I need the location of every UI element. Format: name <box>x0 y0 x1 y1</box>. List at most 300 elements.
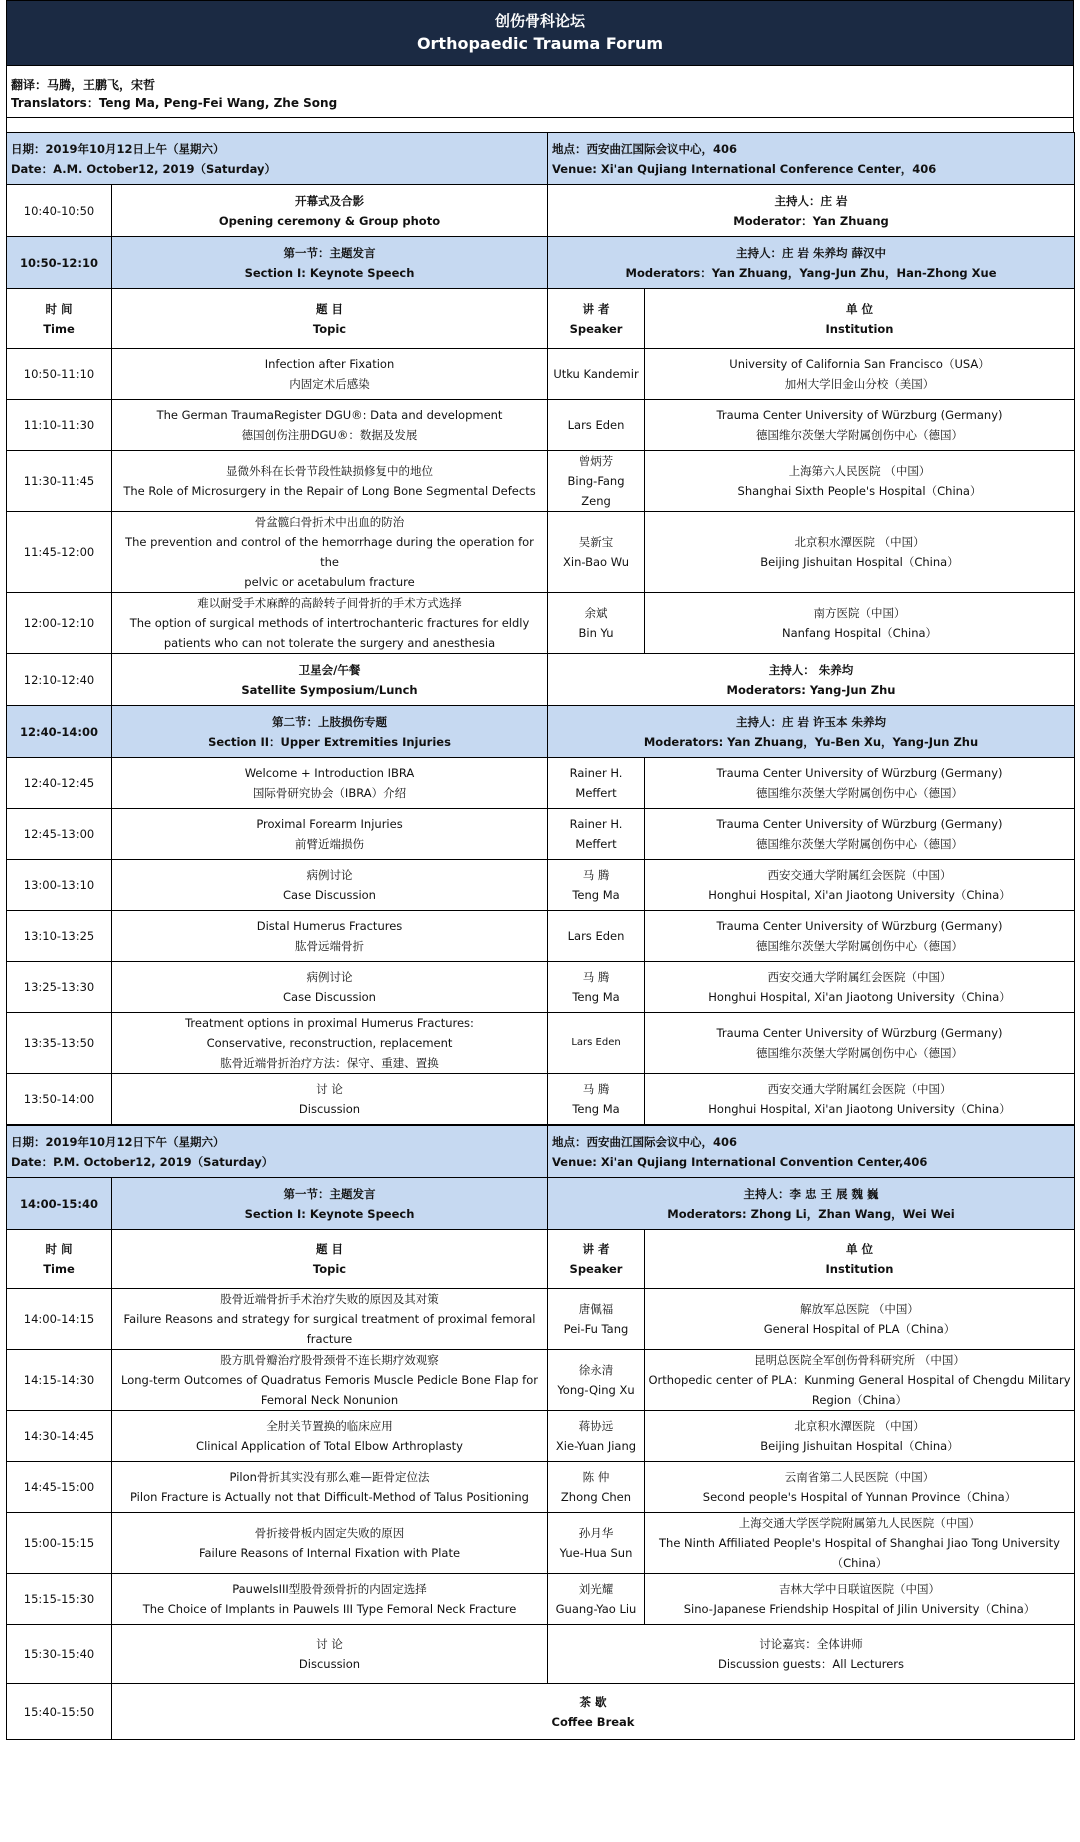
talk-speaker-line: 马 腾 <box>582 1082 610 1096</box>
pm-discussion-guests-en: Discussion guests：All Lecturers <box>717 1657 905 1671</box>
talk-topic <box>112 451 548 512</box>
talk-institution <box>645 400 1075 451</box>
talk-speaker-line: Teng Ma <box>572 1102 620 1116</box>
talk-institution <box>645 1350 1075 1411</box>
talk-speaker-line: Xin-Bao Wu <box>563 555 629 569</box>
am-section2-title-en: Section II：Upper Extremities Injuries <box>208 734 451 749</box>
spacer <box>6 118 1074 132</box>
talk-institution-line: 德国维尔茨堡大学附属创伤中心（德国） <box>756 939 964 953</box>
talk-row <box>7 451 1075 512</box>
pm-col-inst-zh: 单 位 <box>846 1242 874 1256</box>
talk-speaker <box>548 1574 645 1625</box>
talk-speaker <box>548 400 645 451</box>
talk-time: 14:00-14:15 <box>7 1289 112 1350</box>
talk-speaker <box>548 1462 645 1513</box>
talk-speaker-line: Teng Ma <box>572 888 620 902</box>
talk-speaker <box>548 1513 645 1574</box>
talk-topic-line: 显微外科在长骨节段性缺损修复中的地位 <box>226 464 433 478</box>
talk-row <box>7 860 1075 911</box>
talk-row <box>7 512 1075 593</box>
am-section2-time: 12:40-14:00 <box>7 706 112 758</box>
pm-col-time-zh: 时 间 <box>45 1242 73 1256</box>
talk-time: 10:50-11:10 <box>7 349 112 400</box>
talk-time: 11:30-11:45 <box>7 451 112 512</box>
talk-speaker-line: 吴新宝 <box>578 535 614 549</box>
talk-institution-line: 西安交通大学附属红会医院（中国） <box>767 970 952 984</box>
talk-topic-line: 前臂近端损伤 <box>295 837 364 851</box>
talk-speaker <box>548 1350 645 1411</box>
lunch-moderator <box>548 654 1075 706</box>
lunch-title <box>112 654 548 706</box>
talk-institution <box>645 1411 1075 1462</box>
talk-topic-line: Pilon骨折其实没有那么难—距骨定位法 <box>229 1470 430 1484</box>
talk-speaker-line: Rainer H. <box>569 817 623 831</box>
pm-section1-moderators <box>548 1178 1075 1230</box>
talk-topic-line: PauwelsIII型股骨颈骨折的内固定选择 <box>232 1582 427 1596</box>
lunch-title-zh: 卫星会/午餐 <box>298 662 361 677</box>
talk-speaker-line: Bin Yu <box>578 626 614 640</box>
talk-speaker <box>548 1411 645 1462</box>
talk-speaker-line: 孙月华 <box>578 1526 614 1540</box>
talk-speaker-line: Meffert <box>575 837 617 851</box>
pm-column-header-row <box>7 1230 1075 1289</box>
talk-institution-line: Honghui Hospital, Xi'an Jiaotong University（China） <box>708 990 1011 1004</box>
talk-institution <box>645 758 1075 809</box>
pm-col-time-header <box>7 1230 112 1289</box>
am-schedule-table <box>6 132 1075 1125</box>
talk-topic-line: The Role of Microsurgery in the Repair of Long Bone Segmental Defects <box>123 484 536 498</box>
talk-institution-line: Shanghai Sixth People's Hospital（China） <box>737 484 982 498</box>
pm-col-time-en: Time <box>43 1262 75 1276</box>
talk-speaker <box>548 809 645 860</box>
talk-row <box>7 962 1075 1013</box>
talk-topic-line: Welcome + Introduction IBRA <box>244 766 415 780</box>
talk-time: 13:50-14:00 <box>7 1074 112 1125</box>
opening-time: 10:40-10:50 <box>7 185 112 237</box>
talk-speaker-line: Pei-Fu Tang <box>563 1322 629 1336</box>
pm-venue-zh: 地点：西安曲江国际会议中心，406 <box>552 1134 738 1149</box>
talk-institution-line: 加州大学旧金山分校（美国） <box>784 377 935 391</box>
talk-speaker <box>548 1074 645 1125</box>
talk-speaker-line: 马 腾 <box>582 868 610 882</box>
talk-institution-line: Trauma Center University of Würzburg (Germany) <box>716 919 1003 933</box>
talk-row <box>7 1289 1075 1350</box>
pm-col-speaker-header <box>548 1230 645 1289</box>
col-topic-zh: 题 目 <box>316 301 344 316</box>
talk-speaker-line: 蒋协远 <box>578 1419 614 1433</box>
talk-institution <box>645 1289 1075 1350</box>
talk-topic-line: 肱骨远端骨折 <box>295 939 364 953</box>
talk-speaker-line: Meffert <box>575 786 617 800</box>
talk-row <box>7 349 1075 400</box>
talk-speaker <box>548 1013 645 1074</box>
lunch-time: 12:10-12:40 <box>7 654 112 706</box>
pm-discussion-title-en: Discussion <box>298 1657 361 1671</box>
talk-topic <box>112 1513 548 1574</box>
talk-topic-line: Infection after Fixation <box>264 357 395 371</box>
talk-row <box>7 400 1075 451</box>
talk-topic-line: The Choice of Implants in Pauwels III Type Femoral Neck Fracture <box>142 1602 517 1616</box>
talk-speaker-line: Bing-Fang Zeng <box>567 474 625 508</box>
talk-institution-line: Honghui Hospital, Xi'an Jiaotong University（China） <box>708 1102 1011 1116</box>
talk-topic-line: patients who can not tolerate the surgery and anesthesia <box>163 636 496 650</box>
col-topic-header <box>112 289 548 349</box>
talk-speaker <box>548 593 645 654</box>
talk-institution-line: Beijing Jishuitan Hospital（China） <box>760 1439 959 1453</box>
talk-topic-line: Case Discussion <box>283 990 376 1004</box>
am-column-header-row <box>7 289 1075 349</box>
col-inst-en: Institution <box>825 321 894 336</box>
talk-topic-line: Long-term Outcomes of Quadratus Femoris Muscle Pedicle Bone Flap for <box>121 1373 538 1387</box>
talk-topic-line: 德国创伤注册DGU®：数据及发展 <box>241 428 418 442</box>
talk-speaker-line: Utku Kandemir <box>553 367 639 381</box>
talk-institution-line: 解放军总医院 （中国） <box>800 1302 919 1316</box>
talk-institution-line: 北京积水潭医院 （中国） <box>794 1419 925 1433</box>
pm-section1-row <box>7 1178 1075 1230</box>
pm-schedule-table <box>6 1125 1075 1740</box>
talk-speaker-line: Teng Ma <box>572 990 620 1004</box>
am-date-cell <box>7 133 548 185</box>
col-speaker-header <box>548 289 645 349</box>
forum-title-zh: 创伤骨科论坛 <box>494 12 585 30</box>
talk-row <box>7 1350 1075 1411</box>
talk-institution-line: 德国维尔茨堡大学附属创伤中心（德国） <box>756 428 964 442</box>
talk-topic-line: fracture <box>306 1332 353 1346</box>
am-section1-row <box>7 237 1075 289</box>
talk-row <box>7 1462 1075 1513</box>
talk-row <box>7 1513 1075 1574</box>
talk-topic-line: The prevention and control of the hemorrhage during the operation for the <box>125 535 534 569</box>
talk-institution-line: Beijing Jishuitan Hospital（China） <box>760 555 959 569</box>
pm-section1-mod-zh: 主持人：李 忠 王 展 魏 巍 <box>743 1186 879 1201</box>
talk-topic-line: Failure Reasons and strategy for surgical treatment of proximal femoral <box>123 1312 536 1326</box>
talk-institution <box>645 1462 1075 1513</box>
am-section2-moderators <box>548 706 1075 758</box>
talk-institution <box>645 809 1075 860</box>
talk-speaker-line: 刘光耀 <box>578 1582 614 1596</box>
talk-topic <box>112 758 548 809</box>
col-institution-header <box>645 289 1075 349</box>
talk-institution-line: Trauma Center University of Würzburg (Germany) <box>716 766 1003 780</box>
talk-speaker-line: 唐佩福 <box>578 1302 614 1316</box>
talk-topic-line: 国际骨研究协会（IBRA）介绍 <box>252 786 407 800</box>
talk-institution <box>645 593 1075 654</box>
talk-row <box>7 1074 1075 1125</box>
col-speaker-zh: 讲 者 <box>582 301 610 316</box>
talk-topic <box>112 1411 548 1462</box>
talk-topic <box>112 809 548 860</box>
pm-date-zh: 日期：2019年10月12日下午（星期六） <box>11 1134 225 1149</box>
talk-speaker-line: Xie-Yuan Jiang <box>555 1439 637 1453</box>
am-section1-moderators <box>548 237 1075 289</box>
talk-institution-line: （China） <box>831 1556 888 1570</box>
talk-topic-line: Conservative, reconstruction, replacement <box>206 1036 453 1050</box>
program-document <box>6 0 1074 1740</box>
talk-time: 15:15-15:30 <box>7 1574 112 1625</box>
talk-row <box>7 1411 1075 1462</box>
talk-topic-line: Clinical Application of Total Elbow Arthroplasty <box>196 1439 463 1453</box>
talk-speaker <box>548 962 645 1013</box>
talk-topic-line: Discussion <box>298 1102 361 1116</box>
talk-institution-line: 吉林大学中日联谊医院（中国） <box>779 1582 940 1596</box>
talk-institution-line: 西安交通大学附属红会医院（中国） <box>767 868 952 882</box>
pm-venue-en: Venue: Xi'an Qujiang International Convention Center,406 <box>552 1154 928 1169</box>
pm-col-topic-zh: 题 目 <box>315 1242 343 1256</box>
talk-institution <box>645 860 1075 911</box>
am-section1-title <box>112 237 548 289</box>
lunch-row <box>7 654 1075 706</box>
talk-topic-line: 骨折接骨板内固定失败的原因 <box>254 1526 405 1540</box>
am-section2-mod-zh: 主持人：庄 岩 许玉本 朱养均 <box>736 714 887 729</box>
talk-topic-line: 内固定术后感染 <box>289 377 370 391</box>
talk-institution-line: 西安交通大学附属红会医院（中国） <box>767 1082 952 1096</box>
pm-venue-cell <box>548 1126 1075 1178</box>
talk-topic <box>112 593 548 654</box>
talk-time: 11:10-11:30 <box>7 400 112 451</box>
talk-institution-line: Trauma Center University of Würzburg (Germany) <box>716 1026 1003 1040</box>
lunch-title-en: Satellite Symposium/Lunch <box>241 682 418 697</box>
pm-section1-time: 14:00-15:40 <box>7 1178 112 1230</box>
pm-section1-mod-en: Moderators: Zhong Li，Zhan Wang，Wei Wei <box>667 1206 955 1221</box>
talk-institution-line: 昆明总医院全军创伤骨科研究所 （中国） <box>754 1353 965 1367</box>
talk-speaker <box>548 349 645 400</box>
am-section2-title <box>112 706 548 758</box>
col-inst-zh: 单 位 <box>846 301 874 316</box>
talk-topic <box>112 349 548 400</box>
talk-topic <box>112 512 548 593</box>
talk-time: 13:25-13:30 <box>7 962 112 1013</box>
pm-date-row <box>7 1126 1075 1178</box>
talk-speaker-line: 陈 仲 <box>582 1470 610 1484</box>
am-section1-title-en: Section I: Keynote Speech <box>244 265 415 280</box>
talk-topic-line: Proximal Forearm Injuries <box>256 817 403 831</box>
talk-speaker <box>548 860 645 911</box>
forum-title-en: Orthopaedic Trauma Forum <box>416 34 664 53</box>
talk-topic-line: 骨盆髋臼骨折术中出血的防治 <box>254 515 405 529</box>
pm-section1-title-en: Section I: Keynote Speech <box>244 1206 415 1221</box>
talk-institution-line: The Ninth Affiliated People's Hospital of Shanghai Jiao Tong University <box>659 1536 1060 1550</box>
opening-title-en: Opening ceremony & Group photo <box>218 213 441 228</box>
talk-time: 14:15-14:30 <box>7 1350 112 1411</box>
talk-time: 15:00-15:15 <box>7 1513 112 1574</box>
am-section1-time: 10:50-12:10 <box>7 237 112 289</box>
talk-topic-line: 股方肌骨瓣治疗股骨颈骨不连长期疗效观察 <box>220 1353 439 1367</box>
talk-institution-line: Honghui Hospital, Xi'an Jiaotong University（China） <box>708 888 1011 902</box>
talk-institution-line: 德国维尔茨堡大学附属创伤中心（德国） <box>756 786 964 800</box>
talk-time: 12:00-12:10 <box>7 593 112 654</box>
talk-time: 13:10-13:25 <box>7 911 112 962</box>
talk-speaker-line: 徐永清 <box>578 1363 614 1377</box>
talk-topic <box>112 1574 548 1625</box>
talk-institution <box>645 1513 1075 1574</box>
talk-topic-line: The option of surgical methods of intertrochanteric fractures for eldly <box>129 616 530 630</box>
talk-topic-line: Failure Reasons of Internal Fixation with Plate <box>198 1546 461 1560</box>
talk-topic-line: 肱骨近端骨折治疗方法：保守、重建、置换 <box>220 1056 439 1070</box>
pm-date-cell <box>7 1126 548 1178</box>
pm-section1-title <box>112 1178 548 1230</box>
talk-row <box>7 1013 1075 1074</box>
talk-topic <box>112 962 548 1013</box>
talk-time: 13:00-13:10 <box>7 860 112 911</box>
talk-institution-line: 德国维尔茨堡大学附属创伤中心（德国） <box>756 837 964 851</box>
opening-title-zh: 开幕式及合影 <box>295 193 364 208</box>
talk-topic-line: 病例讨论 <box>306 868 353 882</box>
talk-topic-line: Femoral Neck Nonunion <box>260 1393 399 1407</box>
am-section1-mod-en: Moderators：Yan Zhuang，Yang-Jun Zhu，Han-Zhong Xue <box>625 265 997 280</box>
talk-topic <box>112 1462 548 1513</box>
talk-topic-line: Treatment options in proximal Humerus Fractures: <box>185 1016 474 1030</box>
talk-institution-line: 南方医院（中国） <box>813 606 906 620</box>
pm-col-speaker-en: Speaker <box>569 1262 623 1276</box>
col-speaker-en: Speaker <box>569 321 623 336</box>
talk-speaker <box>548 911 645 962</box>
talk-institution-line: Trauma Center University of Würzburg (Germany) <box>716 817 1003 831</box>
am-venue-en: Venue: Xi'an Qujiang International Conference Center，406 <box>552 161 937 176</box>
translators-row <box>6 66 1074 118</box>
talk-row <box>7 593 1075 654</box>
talk-institution <box>645 512 1075 593</box>
talk-institution <box>645 962 1075 1013</box>
lunch-mod-en: Moderators: Yang-Jun Zhu <box>726 682 896 697</box>
am-section1-mod-zh: 主持人：庄 岩 朱养均 薛汉中 <box>736 245 887 260</box>
talk-time: 13:35-13:50 <box>7 1013 112 1074</box>
talk-speaker-line: Lars Eden <box>567 929 625 943</box>
col-time-header <box>7 289 112 349</box>
talk-speaker <box>548 512 645 593</box>
talk-institution <box>645 1013 1075 1074</box>
am-date-en: Date：A.M. October12, 2019（Saturday） <box>11 161 277 176</box>
talk-row <box>7 809 1075 860</box>
translators-zh: 翻译：马腾，王鹏飞，宋哲 <box>11 78 156 92</box>
opening-row <box>7 185 1075 237</box>
pm-discussion-row <box>7 1625 1075 1684</box>
talk-speaker-line: 余斌 <box>584 606 608 620</box>
talk-topic-line: 股骨近端骨折手术治疗失败的原因及其对策 <box>220 1292 439 1306</box>
pm-discussion-title-zh: 讨 论 <box>316 1637 343 1651</box>
am-section1-title-zh: 第一节：主题发言 <box>283 245 376 260</box>
talk-institution-line: 云南省第二人民医院（中国） <box>784 1470 935 1484</box>
am-venue-zh: 地点：西安曲江国际会议中心，406 <box>552 141 738 156</box>
talk-institution <box>645 451 1075 512</box>
am-section2-mod-en: Moderators: Yan Zhuang，Yu-Ben Xu，Yang-Jun Zhu <box>643 734 979 749</box>
talk-topic <box>112 911 548 962</box>
talk-time: 12:40-12:45 <box>7 758 112 809</box>
talk-institution-line: Sino-Japanese Friendship Hospital of Jilin University（China） <box>683 1602 1036 1616</box>
talk-topic <box>112 860 548 911</box>
talk-time: 12:45-13:00 <box>7 809 112 860</box>
talk-institution-line: 上海第六人民医院 （中国） <box>788 464 931 478</box>
talk-topic-line: pelvic or acetabulum fracture <box>244 575 415 589</box>
talk-topic <box>112 400 548 451</box>
talk-institution-line: Nanfang Hospital（China） <box>781 626 938 640</box>
coffee-break-row <box>7 1684 1075 1740</box>
talk-speaker-line: Yong-Qing Xu <box>557 1383 635 1397</box>
talk-institution-line: 上海交通大学医学院附属第九人民医院（中国） <box>738 1516 981 1530</box>
talk-topic-line: 讨 论 <box>316 1082 343 1096</box>
pm-col-inst-en: Institution <box>825 1262 894 1276</box>
talk-topic-line: Case Discussion <box>283 888 376 902</box>
talk-institution <box>645 1574 1075 1625</box>
talk-institution-line: University of California San Francisco（USA） <box>729 357 990 371</box>
pm-date-en: Date：P.M. October12, 2019（Saturday） <box>11 1154 274 1169</box>
talk-speaker-line: 马 腾 <box>582 970 610 984</box>
talk-institution <box>645 911 1075 962</box>
talk-speaker-line: Guang-Yao Liu <box>555 1602 637 1616</box>
talk-topic-line: Pilon Fracture is Actually not that Difficult-Method of Talus Positioning <box>130 1490 529 1504</box>
talk-topic-line: Distal Humerus Fractures <box>256 919 403 933</box>
talk-institution <box>645 349 1075 400</box>
coffee-break-title <box>112 1684 1075 1740</box>
talk-topic <box>112 1350 548 1411</box>
talk-row <box>7 911 1075 962</box>
talk-speaker-line: Lars Eden <box>571 1037 621 1048</box>
pm-col-institution-header <box>645 1230 1075 1289</box>
forum-title-bar <box>6 0 1074 66</box>
am-section2-row <box>7 706 1075 758</box>
talk-institution-line: Orthopedic center of PLA：Kunming General Hospital of Chengdu Military <box>648 1373 1071 1387</box>
talk-speaker-line: Lars Eden <box>567 418 625 432</box>
talk-speaker <box>548 451 645 512</box>
opening-moderator-zh: 主持人：庄 岩 <box>774 193 848 208</box>
talk-topic-line: 病例讨论 <box>306 970 353 984</box>
pm-col-topic-header <box>112 1230 548 1289</box>
talk-topic <box>112 1289 548 1350</box>
talk-topic <box>112 1074 548 1125</box>
pm-col-speaker-zh: 讲 者 <box>582 1242 610 1256</box>
col-time-zh: 时 间 <box>45 301 73 316</box>
talk-topic-line: The German TraumaRegister DGU®: Data and development <box>156 408 503 422</box>
talk-speaker-line: Zhong Chen <box>560 1490 632 1504</box>
talk-institution-line: 北京积水潭医院 （中国） <box>794 535 925 549</box>
am-date-zh: 日期：2019年10月12日上午（星期六） <box>11 141 225 156</box>
talk-speaker-line: 曾炳芳 <box>578 454 614 468</box>
translators-en: Translators：Teng Ma, Peng-Fei Wang, Zhe Song <box>11 96 338 110</box>
talk-row <box>7 758 1075 809</box>
talk-time: 14:45-15:00 <box>7 1462 112 1513</box>
pm-section1-title-zh: 第一节：主题发言 <box>283 1186 376 1201</box>
col-time-en: Time <box>43 321 75 336</box>
talk-institution-line: Trauma Center University of Würzburg (Germany) <box>716 408 1003 422</box>
lunch-mod-zh: 主持人： 朱养均 <box>768 662 854 677</box>
talk-time: 11:45-12:00 <box>7 512 112 593</box>
pm-discussion-guests <box>548 1625 1075 1684</box>
talk-speaker <box>548 758 645 809</box>
talk-topic-line: 难以耐受手术麻醉的高龄转子间骨折的手术方式选择 <box>197 596 462 610</box>
am-venue-cell <box>548 133 1075 185</box>
talk-institution-line: Region（China） <box>811 1393 908 1407</box>
pm-col-topic-en: Topic <box>312 1262 347 1276</box>
talk-institution-line: 德国维尔茨堡大学附属创伤中心（德国） <box>756 1046 964 1060</box>
talk-speaker-line: Rainer H. <box>569 766 623 780</box>
talk-institution <box>645 1074 1075 1125</box>
opening-moderator <box>548 185 1075 237</box>
pm-discussion-time: 15:30-15:40 <box>7 1625 112 1684</box>
coffee-break-time: 15:40-15:50 <box>7 1684 112 1740</box>
opening-title <box>112 185 548 237</box>
talk-speaker-line: Yue-Hua Sun <box>559 1546 633 1560</box>
talk-topic-line: 全肘关节置换的临床应用 <box>266 1419 393 1433</box>
am-date-row <box>7 133 1075 185</box>
coffee-break-title-en: Coffee Break <box>551 1714 635 1729</box>
am-section2-title-zh: 第二节：上肢损伤专题 <box>272 714 387 729</box>
pm-discussion-title <box>112 1625 548 1684</box>
talk-time: 14:30-14:45 <box>7 1411 112 1462</box>
talk-row <box>7 1574 1075 1625</box>
coffee-break-title-zh: 茶 歇 <box>579 1694 607 1709</box>
talk-speaker <box>548 1289 645 1350</box>
talk-topic <box>112 1013 548 1074</box>
pm-discussion-guests-zh: 讨论嘉宾：全体讲师 <box>759 1637 863 1651</box>
